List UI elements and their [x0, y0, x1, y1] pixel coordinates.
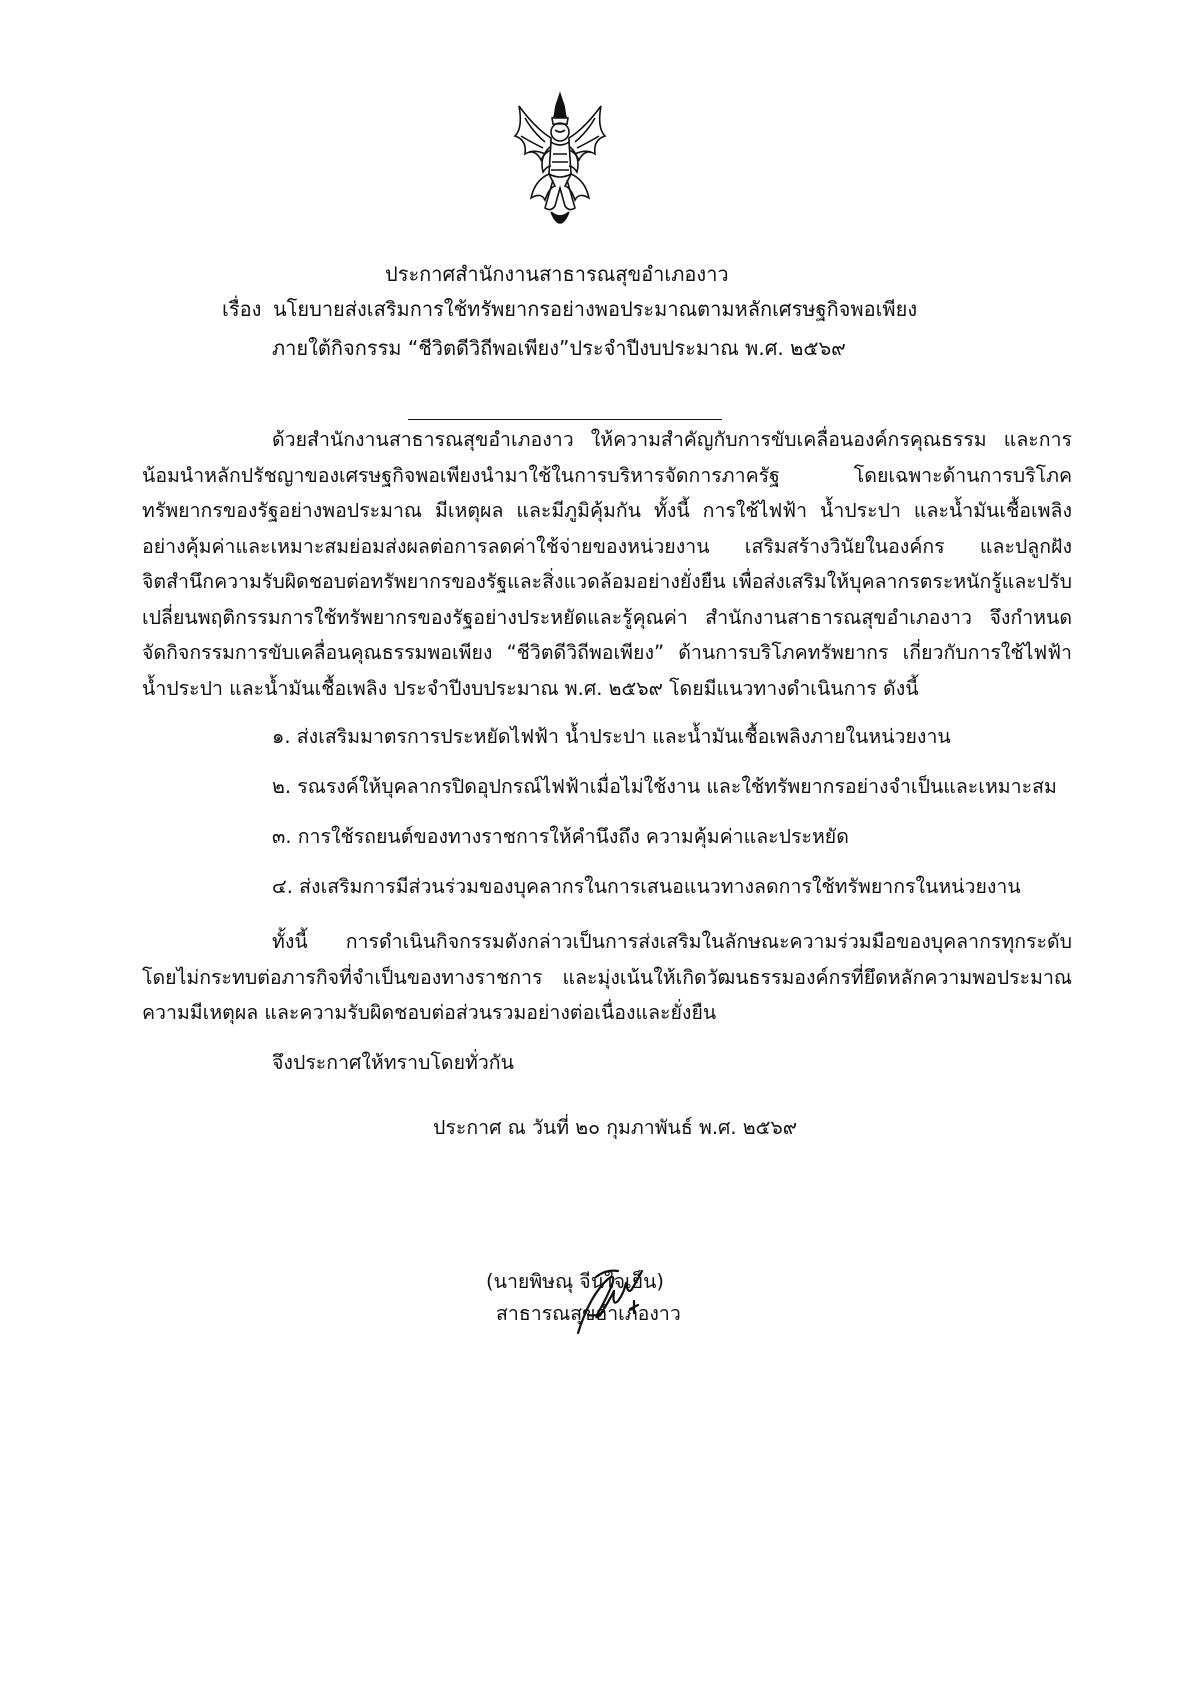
announcement-title: ประกาศสำนักงานสาธารณสุขอำเภองาว: [385, 262, 729, 286]
conclusion-paragraph: ทั้งนี้ การดำเนินกิจกรรมดังกล่าวเป็นการส่งเสริมในลักษณะความร่วมมือของบุคลากรทุกระดับ โดยไม่กระทบต่อภารกิจที่จำเป็นของทางราชการ และมุ่งเน้นให้เกิดวัฒนธรรมองค์กรที่ยึดหลักความพอประมาณ ความมีเหตุผล และความรับผิดชอบต่อส่วนรวมอย่างต่อเนื่องและยั่งยืน: [142, 930, 1072, 1024]
policy-item-1: ๑. ส่งเสริมมาตรการประหยัดไฟฟ้า น้ำประปา และน้ำมันเชื้อเพลิงภายในหน่วยงาน: [272, 725, 951, 748]
policy-item-3: ๓. การใช้รถยนต์ของทางราชการให้คำนึงถึง ความคุ้มค่าและประหยัด: [272, 825, 849, 848]
garuda-emblem-icon: [505, 88, 615, 238]
intro-paragraph: ด้วยสำนักงานสาธารณสุขอำเภองาว ให้ความสำคัญกับการขับเคลื่อนองค์กรคุณธรรม และการน้อมนำหลักปรัชญาของเศรษฐกิจพอเพียงนำมาใช้ในการบริหารจัดการภาครัฐ โดยเฉพาะด้านการบริโภคทรัพยากรของรัฐอย่างพอประมาณ มีเหตุผล และมีภูมิคุ้มกัน ทั้งนี้ การใช้ไฟฟ้า น้ำประปา และน้ำมันเชื้อเพลิงอย่างคุ้มค่าและเหมาะสมย่อมส่งผลต่อการลดค่าใช้จ่ายของหน่วยงาน เสริมสร้างวินัยในองค์กร และปลูกฝังจิตสำนึกความรับผิดชอบต่อทรัพยากรของรัฐและสิ่งแวดล้อมอย่างยั่งยืน เพื่อส่งเสริมให้บุคลากรตระหนักรู้และปรับเปลี่ยนพฤติกรรมการใช้ทรัพยากรของรัฐอย่างประหยัดและรู้คุณค่า สำนักงานสาธารณสุขอำเภองาว จึงกำหนดจัดกิจกรรมการขับเคลื่อนคุณธรรมพอเพียง “ชีวิตดีวิถีพอเพียง” ด้านการบริโภคทรัพยากร เกี่ยวกับการใช้ไฟฟ้า น้ำประปา และน้ำมันเชื้อเพลิง ประจำปีงบประมาณ พ.ศ. ๒๕๖๙ โดยมีแนวทางดำเนินการ ดังนี้: [142, 428, 1072, 700]
subject-continuation: ภายใต้กิจกรรม “ชีวิตดีวิถีพอเพียง”ประจำปีงบประมาณ พ.ศ. ๒๕๖๙: [272, 336, 846, 360]
announce-statement: จึงประกาศให้ทราบโดยทั่วกัน: [272, 1051, 514, 1074]
policy-item-4: ๔. ส่งเสริมการมีส่วนร่วมของบุคลากรในการเสนอแนวทางลดการใช้ทรัพยากรในหน่วยงาน: [272, 875, 1021, 898]
policy-item-2: ๒. รณรงค์ให้บุคลากรปิดอุปกรณ์ไฟฟ้าเมื่อไม่ใช้งาน และใช้ทรัพยากรอย่างจำเป็นและเหมาะสม: [272, 775, 1057, 798]
subject-label: เรื่อง: [222, 297, 262, 321]
signer-title: สาธารณสุขอำเภองาว: [496, 1302, 681, 1325]
announcement-date: ประกาศ ณ วันที่ ๒๐ กุมภาพันธ์ พ.ศ. ๒๕๖๙: [433, 1116, 798, 1139]
heading-divider: [408, 419, 722, 420]
subject-text: นโยบายส่งเสริมการใช้ทรัพยากรอย่างพอประมาณตามหลักเศรษฐกิจพอเพียง: [273, 297, 918, 321]
signer-name: (นายพิษณุ จีนใจเย็น): [486, 1270, 665, 1293]
